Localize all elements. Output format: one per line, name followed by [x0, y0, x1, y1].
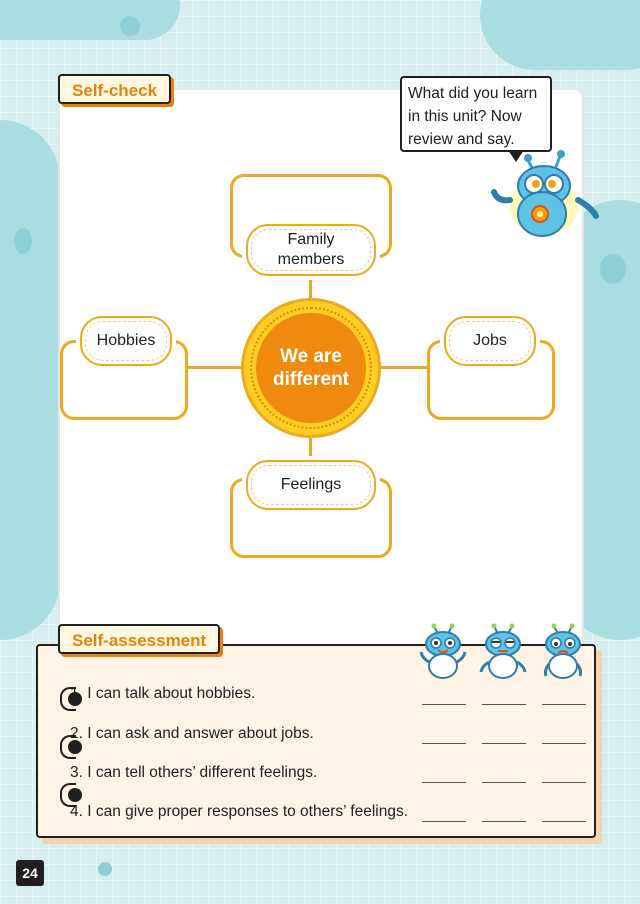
background-blob — [0, 120, 60, 640]
bubble-line: review and say. — [408, 131, 515, 148]
answer-blank[interactable] — [542, 782, 586, 783]
hobbies-label: Hobbies — [80, 316, 172, 366]
answer-blank[interactable] — [482, 704, 526, 705]
family-members-label — [246, 224, 376, 276]
answer-blank[interactable] — [542, 821, 586, 822]
binder-ring — [68, 788, 82, 802]
speech-bubble — [400, 76, 552, 152]
self-check-heading: Self-check — [58, 74, 171, 104]
answer-blank[interactable] — [482, 782, 526, 783]
bubble-line: What did you learn — [408, 85, 538, 102]
background-dot — [98, 862, 112, 876]
answer-blank[interactable] — [542, 704, 586, 705]
answer-blank[interactable] — [542, 743, 586, 744]
connector-left — [188, 366, 244, 369]
assessment-item: 2. I can ask and answer about jobs. — [70, 725, 314, 742]
robot-mascot-icon — [488, 146, 600, 244]
connector-bottom — [309, 436, 312, 460]
assessment-item: 1. I can talk about hobbies. — [70, 685, 256, 702]
background-dot — [600, 254, 626, 284]
feelings-label: Feelings — [246, 460, 376, 510]
self-assessment-heading: Self-assessment — [58, 624, 220, 654]
family-members-line: members — [277, 251, 345, 268]
answer-blank[interactable] — [482, 821, 526, 822]
answer-blank[interactable] — [422, 704, 466, 705]
robot-sad-icon — [538, 622, 588, 680]
answer-blank[interactable] — [422, 821, 466, 822]
center-topic-line: We are — [280, 346, 342, 367]
bubble-line: in this unit? Now — [408, 108, 522, 125]
robot-neutral-icon — [478, 622, 528, 680]
connector-right — [379, 366, 429, 369]
answer-blank[interactable] — [482, 743, 526, 744]
answer-blank[interactable] — [422, 782, 466, 783]
answer-blank[interactable] — [422, 743, 466, 744]
assessment-item: 4. I can give proper responses to others’ feelings. — [70, 803, 409, 820]
background-dot — [120, 16, 140, 36]
connector-top — [309, 276, 312, 300]
robot-happy-icon — [418, 622, 468, 680]
family-members-line: Family — [287, 231, 335, 248]
background-blob — [0, 0, 180, 40]
assessment-item: 3. I can tell others’ different feelings. — [70, 764, 318, 781]
background-dot — [14, 228, 32, 254]
jobs-label: Jobs — [444, 316, 536, 366]
center-topic-line: different — [273, 369, 349, 390]
center-topic — [256, 313, 366, 423]
page-number: 24 — [16, 860, 44, 886]
background-blob — [480, 0, 640, 70]
